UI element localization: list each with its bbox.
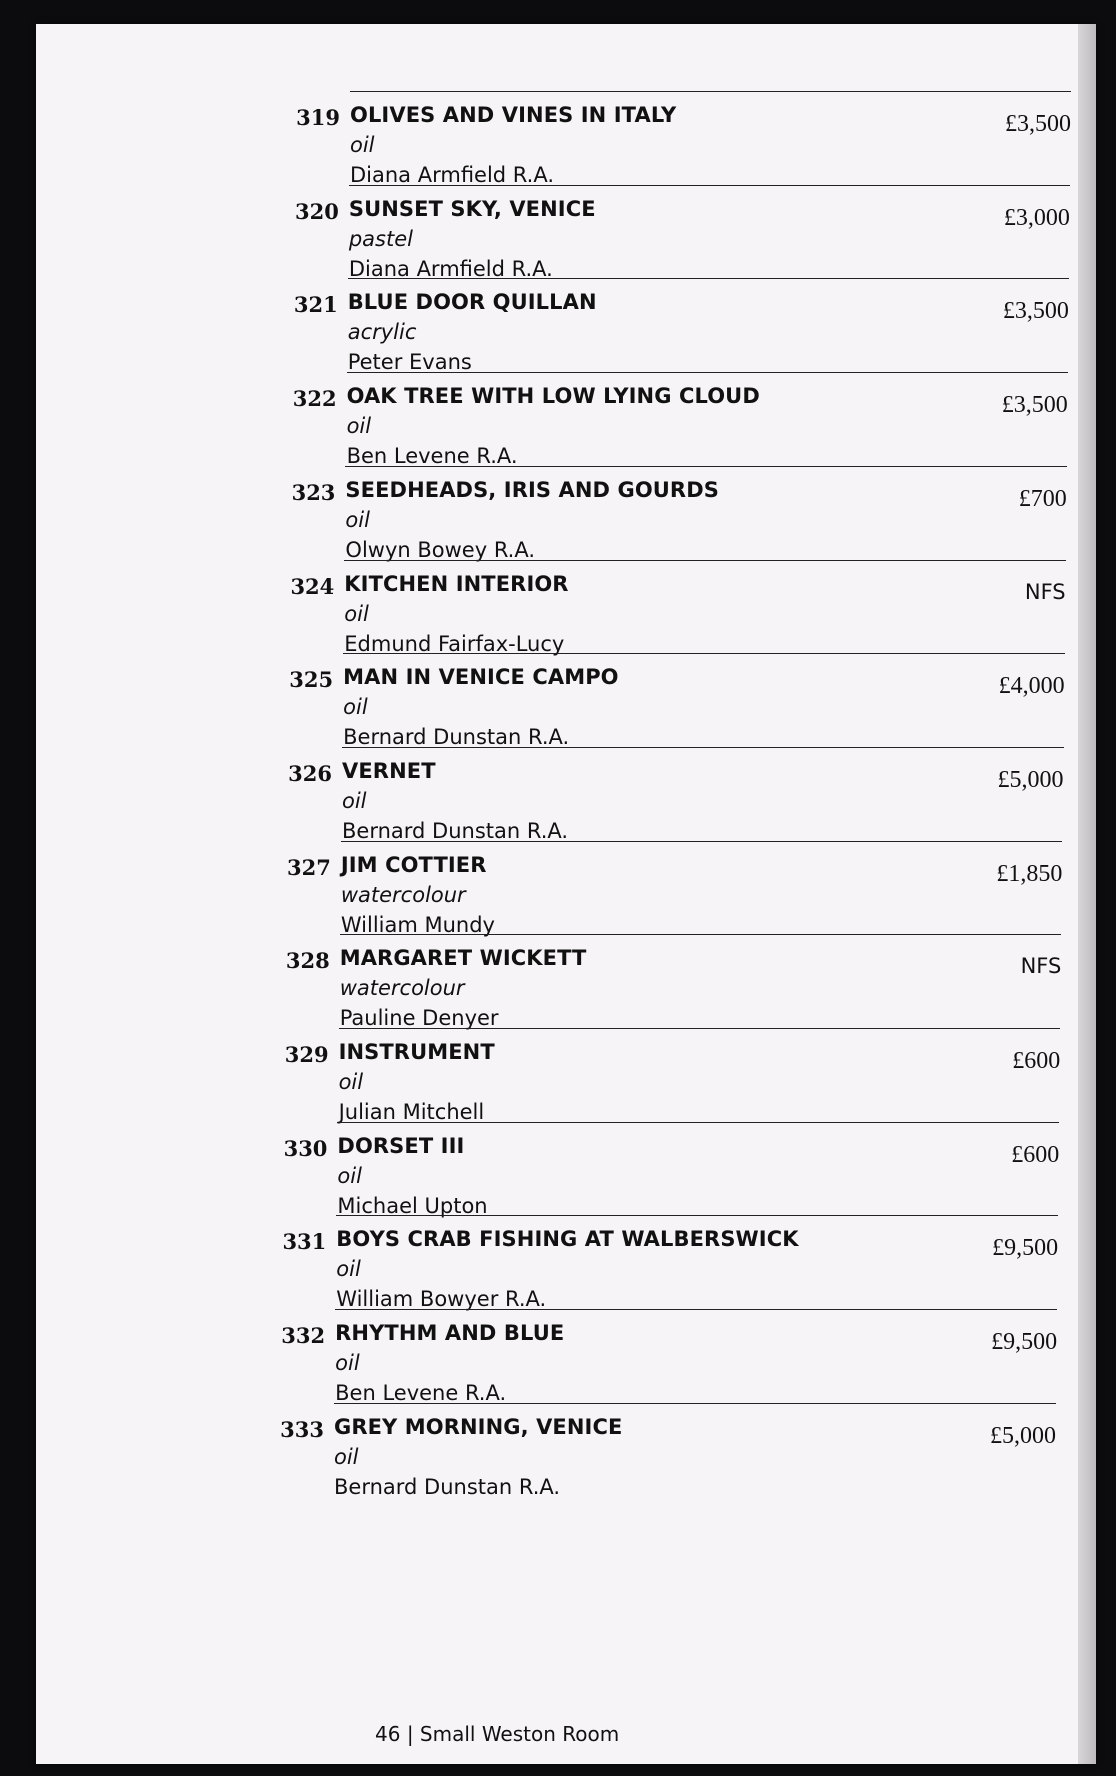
- entry-price: £3,500: [1005, 111, 1071, 137]
- catalogue-page: [36, 24, 1096, 1764]
- entry-artist: Pauline Denyer: [339, 1006, 499, 1031]
- entry-divider: [347, 372, 1068, 373]
- catalogue-entry: [295, 185, 1070, 291]
- entry-divider: [340, 934, 1062, 935]
- entry-artist: William Bowyer R.A.: [336, 1287, 547, 1312]
- entry-medium: acrylic: [347, 320, 417, 345]
- entry-number: 320: [295, 198, 339, 224]
- entry-title: SUNSET SKY, VENICE: [348, 196, 596, 221]
- catalogue-entry: [291, 466, 1067, 572]
- entry-price: £9,500: [991, 1329, 1058, 1356]
- entry-divider: [343, 653, 1064, 654]
- entry-medium: oil: [338, 1070, 364, 1094]
- catalogue-entry: [296, 91, 1071, 197]
- entry-number: 328: [285, 948, 330, 974]
- entry-divider: [348, 278, 1069, 279]
- entry-medium: watercolour: [339, 976, 465, 1001]
- entry-divider: [336, 1215, 1058, 1216]
- entry-artist: Peter Evans: [347, 350, 472, 375]
- entry-number: 323: [291, 479, 336, 505]
- catalogue-entry: [284, 1028, 1061, 1134]
- entry-divider: [335, 1309, 1057, 1310]
- entry-price: £3,500: [1001, 392, 1068, 419]
- entry-artist: Ben Levene R.A.: [346, 444, 518, 469]
- page-edge: [1078, 24, 1096, 1764]
- entry-medium: oil: [346, 414, 372, 439]
- entry-number: 329: [284, 1042, 329, 1067]
- catalogue-entry: [289, 653, 1065, 759]
- entry-medium: oil: [343, 695, 368, 720]
- catalogue-entry: [282, 1215, 1059, 1321]
- catalogue-entry: [288, 747, 1064, 853]
- entry-number: 325: [289, 667, 334, 693]
- catalogue-entry: [281, 1309, 1058, 1415]
- entry-title: GREY MORNING, VENICE: [334, 1414, 623, 1439]
- entry-artist: Diana Armfield R.A.: [350, 163, 554, 187]
- entry-price: £700: [1018, 485, 1067, 512]
- entry-price: NFS: [1020, 954, 1062, 979]
- entry-price: £600: [1011, 1141, 1060, 1168]
- entry-medium: oil: [336, 1257, 361, 1282]
- entry-title: INSTRUMENT: [338, 1040, 495, 1064]
- entry-number: 333: [280, 1416, 324, 1442]
- entry-number: 324: [290, 573, 335, 599]
- catalogue-entry: [285, 934, 1062, 1040]
- entry-price: £4,000: [998, 673, 1065, 700]
- entry-title: MAN IN VENICE CAMPO: [343, 665, 619, 690]
- entry-artist: Bernard Dunstan R.A.: [343, 725, 570, 750]
- entry-title: MARGARET WICKETT: [339, 946, 587, 971]
- entry-title: VERNET: [342, 758, 436, 783]
- catalogue-entry: [293, 278, 1069, 384]
- entry-medium: pastel: [348, 226, 413, 251]
- entry-medium: oil: [342, 788, 367, 813]
- entry-artist: Michael Upton: [337, 1193, 488, 1218]
- entry-artist: Olwyn Bowey R.A.: [345, 537, 536, 562]
- catalogue-entry: [287, 841, 1063, 947]
- entry-title: RHYTHM AND BLUE: [335, 1321, 565, 1346]
- entry-medium: oil: [344, 601, 369, 626]
- entry-number: 331: [282, 1229, 327, 1255]
- entry-divider: [334, 1403, 1056, 1404]
- entry-divider: [342, 747, 1064, 748]
- entry-medium: oil: [345, 507, 370, 532]
- entry-artist: Bernard Dunstan R.A.: [334, 1474, 561, 1499]
- catalogue-entry: [290, 560, 1066, 666]
- entry-artist: Ben Levene R.A.: [335, 1381, 507, 1406]
- entry-price: NFS: [1024, 579, 1066, 604]
- entry-divider: [344, 560, 1065, 561]
- entry-title: BOYS CRAB FISHING AT WALBERSWICK: [336, 1227, 799, 1252]
- footer-separator: |: [406, 1722, 414, 1746]
- entry-title: OAK TREE WITH LOW LYING CLOUD: [346, 384, 760, 409]
- entry-title: BLUE DOOR QUILLAN: [347, 290, 597, 315]
- page-footer: [375, 1722, 619, 1746]
- entry-artist: William Mundy: [340, 912, 495, 937]
- catalogue-entry: [280, 1403, 1056, 1509]
- entry-artist: Bernard Dunstan R.A.: [342, 818, 569, 843]
- entry-title: KITCHEN INTERIOR: [344, 571, 569, 596]
- entry-artist: Edmund Fairfax-Lucy: [344, 631, 565, 656]
- entry-number: 322: [292, 386, 337, 412]
- entry-divider: [349, 185, 1070, 186]
- entry-medium: oil: [334, 1444, 359, 1469]
- entry-medium: oil: [350, 133, 375, 157]
- entry-price: £3,500: [1002, 298, 1069, 325]
- catalogue-entry: [283, 1122, 1060, 1228]
- entry-medium: oil: [337, 1163, 362, 1188]
- entry-number: 326: [288, 760, 332, 786]
- entry-number: 330: [283, 1135, 328, 1161]
- entry-price: £5,000: [997, 766, 1064, 793]
- page-number: 46: [375, 1722, 401, 1746]
- entry-divider: [350, 91, 1071, 92]
- entry-price: £5,000: [990, 1422, 1056, 1449]
- catalogue-entry: [292, 372, 1068, 478]
- entry-title: DORSET III: [337, 1133, 465, 1158]
- entry-title: OLIVES AND VINES IN ITALY: [350, 103, 677, 127]
- entry-number: 319: [296, 105, 340, 130]
- entry-title: SEEDHEADS, IRIS AND GOURDS: [345, 477, 719, 502]
- entry-price: £3,000: [1003, 204, 1070, 231]
- entry-artist: Julian Mitchell: [338, 1100, 485, 1124]
- entry-artist: Diana Armfield R.A.: [348, 256, 553, 281]
- entry-divider: [341, 841, 1063, 842]
- entry-price: £600: [1012, 1048, 1061, 1074]
- entry-price: £9,500: [992, 1235, 1059, 1262]
- entry-number: 321: [293, 292, 338, 318]
- entry-divider: [345, 466, 1066, 467]
- entry-title: JIM COTTIER: [340, 852, 487, 877]
- entry-divider: [337, 1122, 1059, 1123]
- room-name: Small Weston Room: [419, 1722, 620, 1746]
- entry-medium: watercolour: [340, 882, 466, 907]
- entry-divider: [339, 1028, 1061, 1029]
- entry-number: 332: [281, 1323, 326, 1349]
- entry-number: 327: [287, 854, 331, 880]
- entry-price: £1,850: [996, 860, 1063, 887]
- entry-medium: oil: [335, 1351, 360, 1376]
